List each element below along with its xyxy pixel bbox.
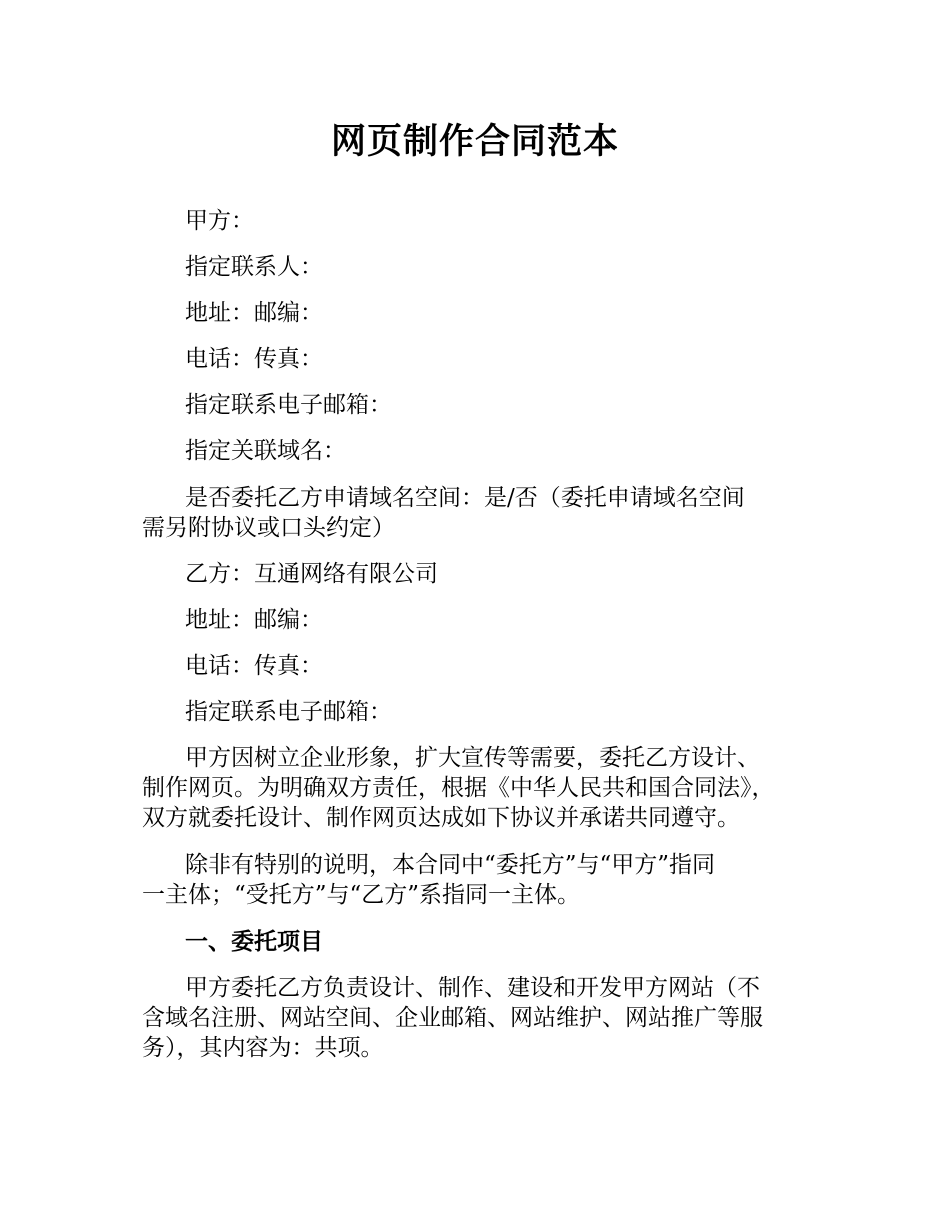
definition-line-1: 除非有特别的说明，本合同中“委托方”与“甲方”指同 bbox=[185, 852, 716, 878]
document-title: 网页制作合同范本 bbox=[330, 122, 619, 162]
domain-delegation-line-2: 需另附协议或口头约定） bbox=[142, 515, 395, 541]
party-a-domain: 指定关联域名： bbox=[185, 438, 346, 464]
party-b-email: 指定联系电子邮箱： bbox=[185, 699, 392, 725]
preamble-line-3: 双方就委托设计、制作网页达成如下协议并承诺共同遵守。 bbox=[142, 805, 740, 831]
party-b-label: 乙方：互通网络有限公司 bbox=[185, 561, 438, 587]
definition-line-2: 一主体；“受托方”与“乙方”系指同一主体。 bbox=[142, 882, 581, 908]
section-1-line-3: 务），其内容为：共项。 bbox=[142, 1035, 384, 1061]
section-1-line-2: 含域名注册、网站空间、企业邮箱、网站维护、网站推广等服 bbox=[142, 1005, 763, 1031]
section-1-line-1: 甲方委托乙方负责设计、制作、建设和开发甲方网站（不 bbox=[185, 975, 760, 1001]
section-heading-1: 一、委托项目 bbox=[185, 929, 323, 955]
party-a-email: 指定联系电子邮箱： bbox=[185, 392, 392, 418]
party-a-label: 甲方： bbox=[185, 208, 254, 234]
party-a-address: 地址：邮编： bbox=[185, 300, 323, 326]
domain-delegation-line-1: 是否委托乙方申请域名空间：是/否（委托申请域名空间 bbox=[185, 485, 745, 511]
party-b-address: 地址：邮编： bbox=[185, 607, 323, 633]
party-a-phone: 电话：传真： bbox=[185, 346, 323, 372]
party-a-contact: 指定联系人： bbox=[185, 254, 323, 280]
preamble-line-2: 制作网页。为明确双方责任，根据《中华人民共和国合同法》， bbox=[142, 775, 775, 801]
party-b-phone: 电话：传真： bbox=[185, 653, 323, 679]
preamble-line-1: 甲方因树立企业形象，扩大宣传等需要，委托乙方设计、 bbox=[185, 745, 760, 771]
